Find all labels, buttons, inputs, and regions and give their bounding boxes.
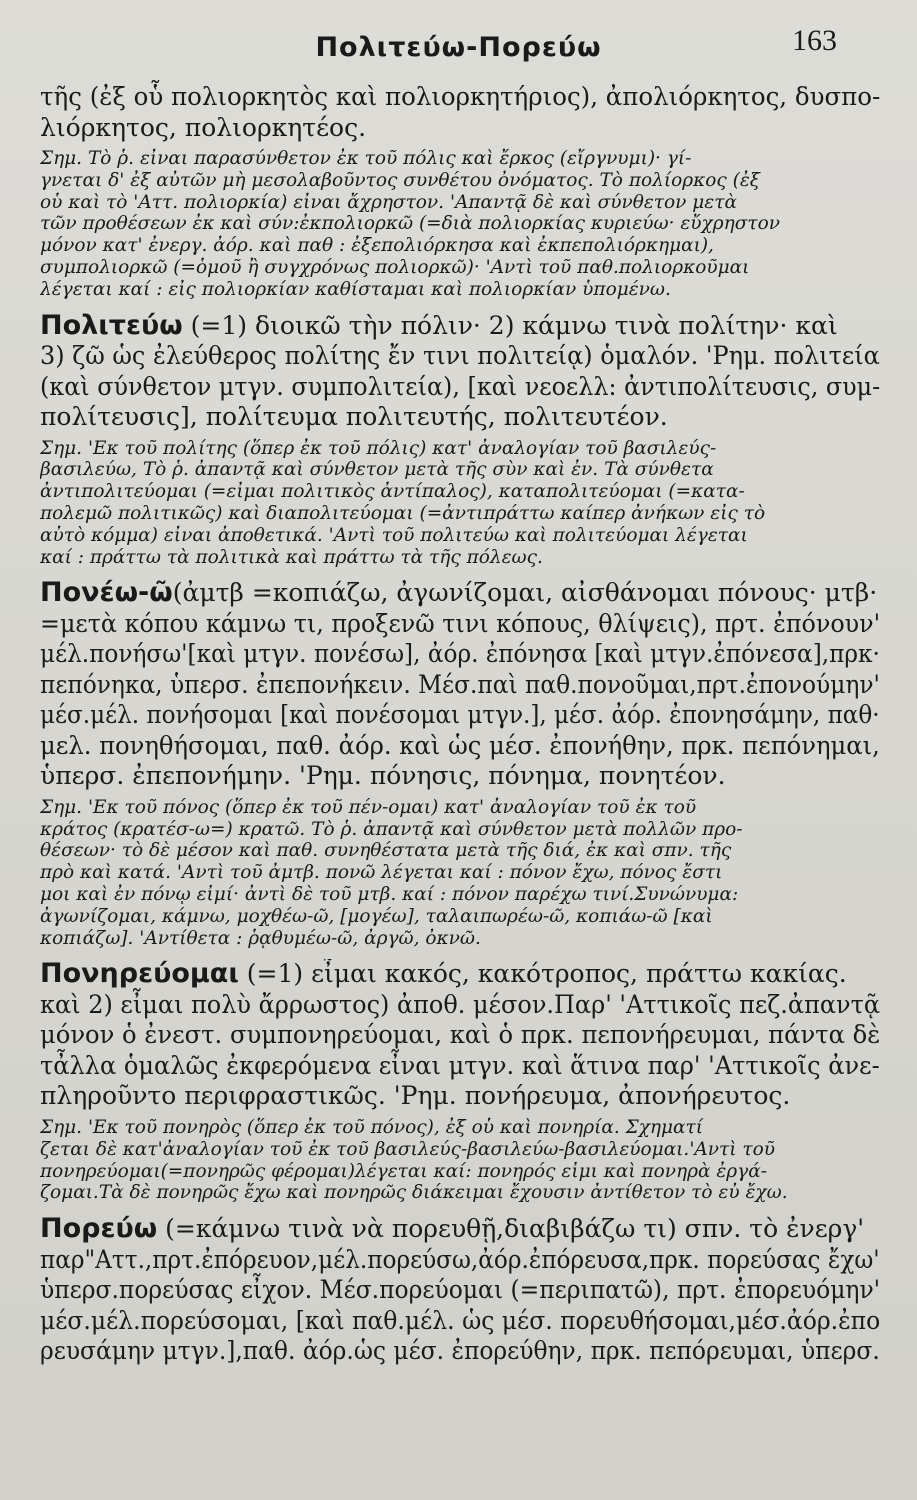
- headword: Πονηρεύομαι: [40, 959, 239, 990]
- note-line: γνεται δ' ἐξ αὐτῶν μὴ μεσολαβοῦντος συνθέτου ὀνόματος. Τὸ πολίορκος (ἐξ: [40, 169, 760, 191]
- entry-first-line-text: (=1) διοικῶ τὴν πόλιν· 2) κάμνω τινὰ πολίτην· καὶ: [182, 310, 838, 340]
- note-line: ζεται δὲ κατ'ἀναλογίαν τοῦ ἐκ τοῦ βασιλεύς-βασιλεύω-βασιλεύομαι.'Αντὶ τοῦ: [40, 1138, 775, 1160]
- note-block: [40, 438, 880, 569]
- entry-first-line-text: (ἀμτβ =κοπιάζω, ἀγωνίζομαι, αἰσθάνομαι πόνους· μτβ·: [172, 578, 878, 608]
- note-line: πρὸ καὶ κατά. 'Αντὶ τοῦ ἀμτβ. πονῶ λέγεται καί : πόνον ἔχω, πόνος ἔστι: [40, 862, 723, 884]
- entry-first-line-text: (=κάμνω τινὰ νὰ πορευθῇ,διαβιβάζω τι) σπν. τὸ ἐνεργ': [157, 1214, 865, 1244]
- headword: Πορεύω: [40, 1214, 158, 1245]
- entry-first-line: [40, 959, 880, 990]
- note-line: μόνον κατ' ἐνεργ. ἀόρ. καὶ παθ : ἐξεπολιόρκησα καὶ ἐκπεπολιόρκημαι),: [40, 235, 714, 257]
- entry-first-line: [40, 578, 880, 609]
- text-line: τῆς (ἐξ οὗ πολιορκητὸς καὶ πολιορκητήριος), ἀπολιόρκητος, δυσπο-: [40, 82, 881, 111]
- text-line: τἆλλα ὁμαλῶς ἐκφερόμενα εἶναι μτγν. καὶ ἅτινα παρ' 'Αττικοῖς ἀνε-: [40, 1050, 880, 1080]
- entry-ponereuomai: [40, 959, 880, 1204]
- entry-first-line: [40, 1214, 880, 1245]
- page-header: [0, 24, 917, 68]
- page-number: 163: [792, 24, 837, 57]
- note-line: μοι καὶ ἐν πόνῳ εἰμί· ἀντὶ δὲ τοῦ μτβ. καί : πόνον παρέχω τινί.Συνώνυμα:: [40, 884, 739, 906]
- note-line: Σημ. 'Εκ τοῦ πόνος (ὅπερ ἐκ τοῦ πέν-ομαι) κατ' ἀναλογίαν τοῦ ἐκ τοῦ: [40, 796, 697, 818]
- note-line: Σημ. 'Εκ τοῦ πονηρὸς (ὅπερ ἐκ τοῦ πόνος), ἐξ οὗ καὶ πονηρία. Σχηματί: [40, 1116, 704, 1138]
- entry-poreuo: [40, 1214, 880, 1367]
- text-line: =μετὰ κόπου κάμνω τι, προξενῶ τινι κόπους, θλίψεις), πρτ. ἐπόνουν': [40, 608, 881, 638]
- note-block: [40, 797, 880, 950]
- text-line: πολίτευσις], πολίτευμα πολιτευτής, πολιτευτέον.: [40, 402, 668, 432]
- note-line: λέγεται καί : εἰς πολιορκίαν καθίσταμαι καὶ πολιορκίαν ὑπομένω.: [40, 278, 671, 300]
- note-line: καί : πράττω τὰ πολιτικὰ καὶ πράττω τὰ τῆς πόλεως.: [40, 546, 543, 568]
- text-line: μέλ.πονήσω'[καὶ μτγν. πονέσω], ἀόρ. ἐπόνησα [καὶ μτγν.ἐπόνεσα],πρκ·: [40, 639, 880, 669]
- headword: Πολιτεύω: [40, 310, 183, 341]
- entry-first-line: [40, 311, 880, 342]
- text-line: καὶ 2) εἶμαι πολὺ ἄρρωστος) ἀποθ. μέσον.Παρ' 'Αττικοῖς πεζ.ἀπαντᾷ: [40, 989, 881, 1019]
- text-line: μέσ.μέλ. πονήσομαι [καὶ πονέσομαι μτγν.], μέσ. ἀόρ. ἐπονησάμην, παθ·: [40, 700, 880, 730]
- note-line: βασιλεύω, Τὸ ῥ. ἀπαντᾷ καὶ σύνθετον μετὰ τῆς σὺν καὶ ἐν. Τὰ σύνθετα: [40, 459, 714, 481]
- note-line: ἀντιπολιτεύομαι (=εἶμαι πολιτικὸς ἀντίπαλος), καταπολιτεύομαι (=κατα-: [40, 481, 745, 503]
- text-line: ὑπερσ. ἐπεπονήμην. 'Ρημ. πόνησις, πόνημα, πονητέον.: [40, 761, 726, 791]
- intro-continuation: [40, 82, 880, 143]
- note-line: πολεμῶ πολιτικῶς) καὶ διαπολιτεύομαι (=ἀντιπράττω καίπερ ἀνήκων εἰς τὸ: [40, 502, 766, 524]
- note-line: θέσεων· τὸ δὲ μέσον καὶ παθ. συνηθέστατα μετὰ τῆς διά, ἐκ καὶ σπν. τῆς: [40, 840, 732, 862]
- text-line: παρ"Αττ.,πρτ.ἐπόρευον,μέλ.πορεύσω,ἀόρ.ἐπόρευσα,πρκ. πορεύσας ἔχω': [40, 1244, 880, 1274]
- note-block: [40, 1117, 880, 1204]
- note-line: τῶν προθέσεων ἐκ καὶ σύν:ἐκπολιορκῶ (=διὰ πολιορκίας κυριεύω· εὔχρηστον: [40, 213, 780, 235]
- note-block: [40, 148, 880, 301]
- text-line: πληροῦντο περιφραστικῶς. 'Ρημ. πονήρευμα, ἀπονήρευτος.: [40, 1081, 791, 1111]
- entry-politeuo: [40, 311, 880, 569]
- text-line: ὑπερσ.πορεύσας εἶχον. Μέσ.πορεύομαι (=περιπατῶ), πρτ. ἐπορευόμην': [40, 1275, 881, 1305]
- text-line: μόνον ὁ ἐνεστ. συμπονηρεύομαι, καὶ ὁ πρκ. πεπονήρευμαι, πάντα δὲ: [40, 1020, 881, 1050]
- note-line: αὐτὸ κόμμα) εἶναι ἀποθετικά. 'Αντὶ τοῦ πολιτεύω καὶ πολιτεύομαι λέγεται: [40, 524, 748, 546]
- note-line: οὗ καὶ τὸ 'Αττ. πολιορκία) εἶναι ἄχρηστον. 'Απαντᾷ δὲ καὶ σύνθετον μετὰ: [40, 191, 737, 213]
- entry-poneo: [40, 578, 880, 949]
- text-line: (καὶ σύνθετον μτγν. συμπολιτεία), [καὶ νεοελλ: ἀντιπολίτευσις, συμ-: [40, 371, 881, 401]
- running-head: Πολιτεύω-Πορεύω: [315, 32, 602, 63]
- note-line: ἀγωνίζομαι, κάμνω, μοχθέω-ῶ, [μογέω], ταλαιπωρέω-ῶ, κοπιάω-ῶ [καὶ: [40, 905, 713, 927]
- text-line: λιόρκητος, πολιορκητέος.: [40, 112, 367, 142]
- text-line: 3) ζῶ ὡς ἐλεύθερος πολίτης ἔν τινι πολιτείᾳ) ὁμαλόν. 'Ρημ. πολιτεία: [40, 341, 880, 371]
- note-line: Σημ. Τὸ ῥ. εἶναι παρασύνθετον ἐκ τοῦ πόλις καὶ ἔρκος (εἴργνυμι)· γί-: [40, 148, 692, 169]
- text-line: ρευσάμην μτγν.],παθ. ἀόρ.ὡς μέσ. ἐπορεύθην, πρκ. πεπόρευμαι, ὑπερσ.: [40, 1336, 880, 1366]
- note-line: Σημ. 'Εκ τοῦ πολίτης (ὅπερ ἐκ τοῦ πόλις) κατ' ἀναλογίαν τοῦ βασιλεύς-: [40, 437, 717, 459]
- note-line: ζομαι.Τὰ δὲ πονηρῶς ἔχω καὶ πονηρῶς διάκειμαι ἔχουσιν ἀντίθετον τὸ εὖ ἔχω.: [40, 1182, 788, 1204]
- entry-first-line-text: (=1) εἶμαι κακός, κακότροπος, πράττω κακίας.: [238, 959, 847, 989]
- note-line: κοπιάζω]. 'Αντίθετα : ῥᾳθυμέω-ῶ, ἀργῶ, ὀκνῶ.: [40, 927, 481, 949]
- text-line: πεπόνηκα, ὑπερσ. ἐπεπονήκειν. Μέσ.παὶ παθ.πονοῦμαι,πρτ.ἐπονούμην': [40, 669, 880, 699]
- note-line: συμπολιορκῶ (=ὁμοῦ ἢ συγχρόνως πολιορκῶ)· 'Αντὶ τοῦ παθ.πολιορκοῦμαι: [40, 256, 750, 278]
- note-line: κράτος (κρατέσ-ω=) κρατῶ. Τὸ ῥ. ἀπαντᾷ καὶ σύνθετον μετὰ πολλῶν προ-: [40, 818, 743, 840]
- page-body: [40, 82, 880, 1367]
- text-line: μελ. πονηθήσομαι, παθ. ἀόρ. καὶ ὡς μέσ. ἐπονήθην, πρκ. πεπόνημαι,: [40, 730, 880, 760]
- note-line: πονηρεύομαι(=πονηρῶς φέρομαι)λέγεται καί: πονηρός εἰμι καὶ πονηρὰ ἐργά-: [40, 1160, 767, 1182]
- text-line: μέσ.μέλ.πορεύσομαι, [καὶ παθ.μέλ. ὡς μέσ. πορευθήσομαι,μέσ.ἀόρ.ἐπο: [40, 1305, 881, 1335]
- headword: Πονέω-ῶ: [40, 578, 173, 609]
